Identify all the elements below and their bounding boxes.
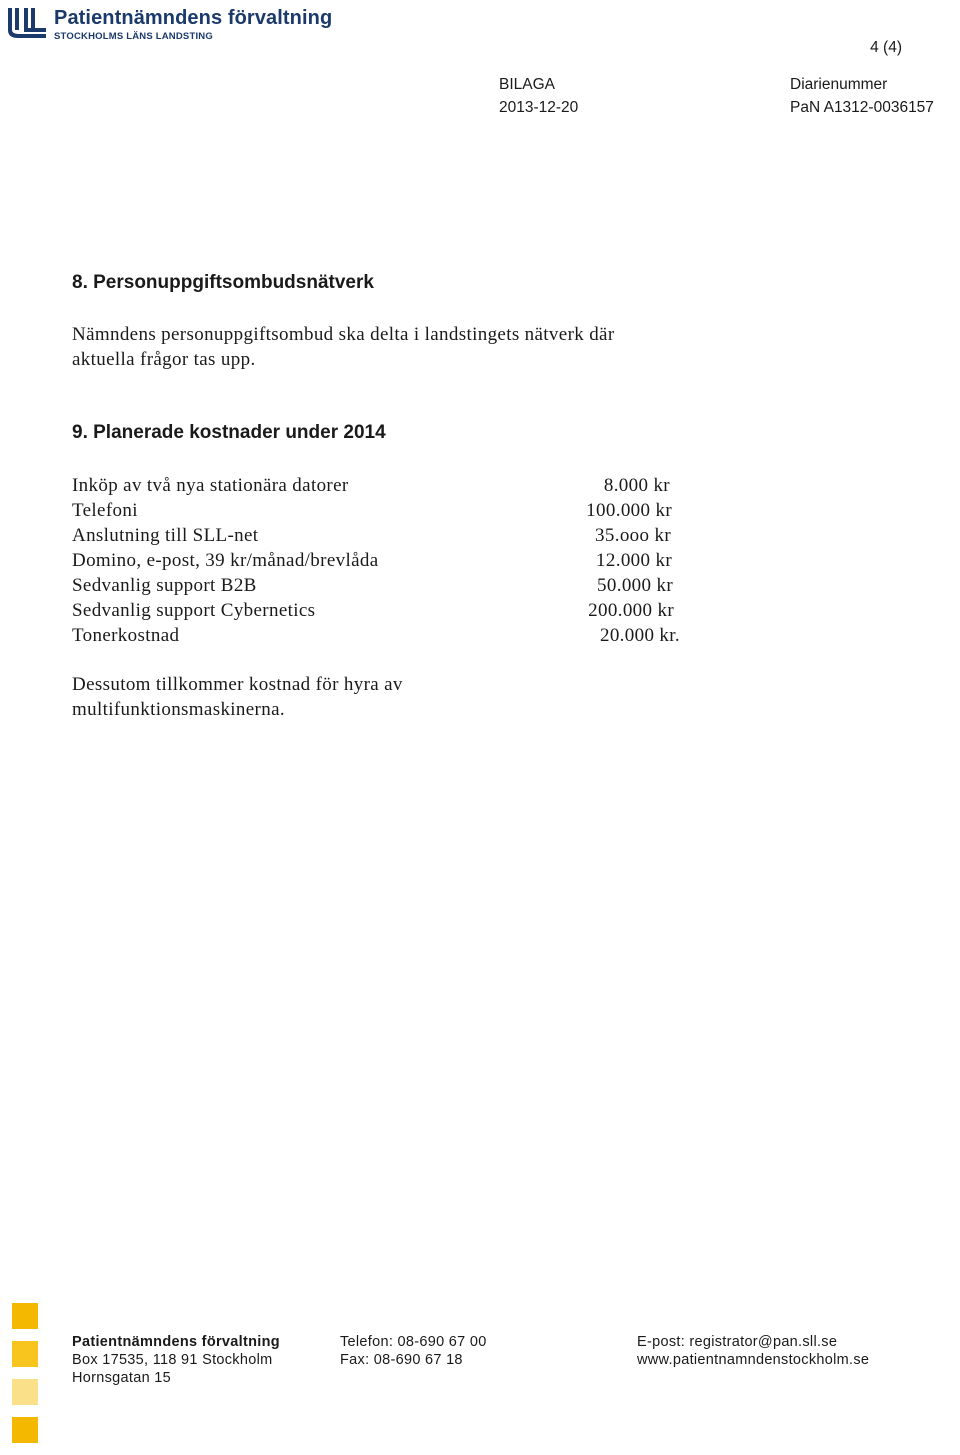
section-8-body: Nämndens personuppgiftsombud ska delta i landstingets nätverk där aktuella frågor tas upp. bbox=[72, 324, 615, 370]
cost-label: Sedvanlig support Cybernetics bbox=[72, 600, 316, 621]
section-8-heading: 8. Personuppgiftsombudsnätverk bbox=[72, 272, 374, 293]
cost-label: Sedvanlig support B2B bbox=[72, 575, 257, 596]
cost-amount: 50.000 kr bbox=[597, 575, 673, 596]
cost-amount: 12.000 kr bbox=[596, 550, 672, 571]
organization-logo bbox=[4, 4, 344, 44]
reference-label: Diarienummer bbox=[790, 76, 888, 93]
footer-phone: Telefon: 08-690 67 00 bbox=[340, 1334, 487, 1350]
footer-address bbox=[72, 1333, 280, 1387]
cost-row bbox=[72, 473, 692, 498]
closing-note: Dessutom tillkommer kostnad för hyra av multifunktionsmaskinerna. bbox=[72, 674, 403, 720]
footer-phone-fax bbox=[340, 1333, 487, 1369]
logo-org-subtitle: STOCKHOLMS LÄNS LANDSTING bbox=[54, 31, 213, 42]
footer-contact bbox=[637, 1333, 869, 1369]
footer-fax: Fax: 08-690 67 18 bbox=[340, 1352, 463, 1368]
cost-label: Tonerkostnad bbox=[72, 625, 180, 646]
cost-amount: 8.000 kr bbox=[603, 475, 670, 496]
cost-amount: 35.ooo kr bbox=[595, 525, 671, 546]
cost-label: Inköp av två nya stationära datorer bbox=[72, 475, 349, 496]
cost-amount: 100.000 kr bbox=[586, 500, 672, 521]
cost-row bbox=[72, 598, 692, 623]
decor-square bbox=[12, 1417, 38, 1443]
cost-label: Anslutning till SLL-net bbox=[72, 525, 259, 546]
footer-org: Patientnämndens förvaltning bbox=[72, 1334, 280, 1350]
cost-row bbox=[72, 573, 692, 598]
decor-square bbox=[12, 1379, 38, 1405]
cost-row bbox=[72, 548, 692, 573]
document-meta-right bbox=[790, 73, 934, 119]
page-number: 4 (4) bbox=[870, 39, 902, 56]
reference-number: PaN A1312-0036157 bbox=[790, 99, 934, 116]
cost-row bbox=[72, 498, 692, 523]
cost-label: Domino, e-post, 39 kr/månad/brevlåda bbox=[72, 550, 379, 571]
decor-square bbox=[12, 1341, 38, 1367]
footer-decoration bbox=[12, 1303, 39, 1455]
logo-org-name: Patientnämndens förvaltning bbox=[54, 7, 333, 29]
cost-row bbox=[72, 623, 692, 648]
document-type: BILAGA bbox=[499, 76, 555, 93]
cost-amount: 20.000 kr. bbox=[599, 625, 680, 646]
decor-square bbox=[12, 1303, 38, 1329]
cost-amount: 200.000 kr bbox=[588, 600, 674, 621]
footer-email[interactable]: E-post: registrator@pan.sll.se bbox=[637, 1334, 838, 1350]
sll-logo-icon bbox=[6, 6, 48, 42]
cost-list bbox=[72, 473, 692, 648]
section-9-heading: 9. Planerade kostnader under 2014 bbox=[72, 422, 386, 443]
cost-label: Telefoni bbox=[72, 500, 138, 521]
footer-address-line1: Box 17535, 118 91 Stockholm bbox=[72, 1352, 273, 1368]
footer-address-line2: Hornsgatan 15 bbox=[72, 1370, 172, 1386]
document-meta-left bbox=[499, 73, 578, 119]
document-date: 2013-12-20 bbox=[499, 99, 579, 116]
cost-row bbox=[72, 523, 692, 548]
footer-website[interactable]: www.patientnamndenstockholm.se bbox=[637, 1352, 870, 1368]
